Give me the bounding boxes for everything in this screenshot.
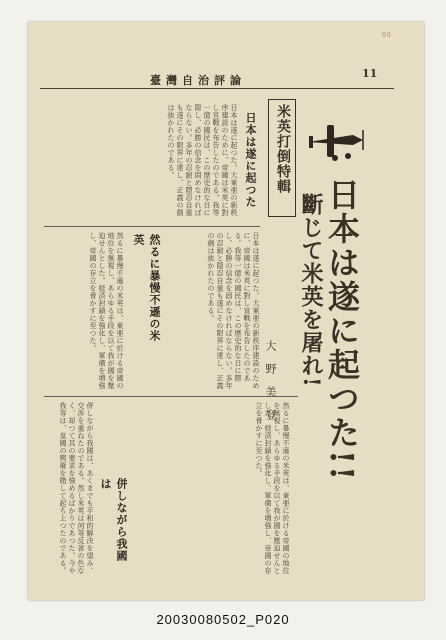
special-feature-label: 米英打倒特輯 bbox=[275, 104, 291, 194]
airplane-icon bbox=[305, 118, 369, 164]
special-feature-box bbox=[268, 99, 296, 217]
section3-heading: 併しながら我國は bbox=[99, 478, 128, 562]
section3-body: 併しながら我國は、あくまでも平和的解決を望み、交渉を重ねたのである。然し米英は何等反省の色なく、却つて其の要求を強めるばかりであつた。今や我等は、皇國の興廢を賭して起ち上つたのである。 bbox=[59, 402, 94, 575]
headline-sub: 斷じて米英を屠れ! bbox=[298, 193, 324, 388]
corner-mark: 00 bbox=[382, 32, 392, 39]
column-rule-top bbox=[44, 226, 260, 227]
page-number: 11 bbox=[362, 67, 378, 80]
section1-body: 日本は遂に起つた。大東亜の新秩序建設のために、帝國は米英に對し宣戰を布告したのである。我等一億の國民は、この歴史的な日に際し、必勝の信念を固めなければならない。多年の忍耐と隠忍自重も遂にその限界に達し、正義の劍は抜かれたのである。 bbox=[167, 104, 238, 217]
headline bbox=[300, 178, 362, 488]
section2-heading: 然るに暴慢不遜の米英 bbox=[132, 234, 161, 342]
section2-body-cont: 然るに暴慢不遜の米英は、東亜に於ける帝國の地位を無視し、あらゆる手段を以て我が國を壓迫せんとした。経済封鎖を強化し、軍備を増強し、帝國の存立を脅かすに至つた。 bbox=[255, 402, 290, 575]
section1-heading: 日本は遂に起つた bbox=[244, 112, 257, 208]
header-rule bbox=[40, 88, 394, 89]
headline-main: 日本は遂に起つた!! bbox=[323, 178, 361, 483]
column-rule-bottom bbox=[44, 396, 298, 397]
author-name: 大野美登 bbox=[264, 340, 277, 432]
section2-body-left: 然るに暴慢不遜の米英は、東亜に於ける帝國の地位を無視し、あらゆる手段を以て我が國を壓迫せんとした。経済封鎖を強化し、軍備を増強し、帝國の存立を脅かすに至つた。 bbox=[89, 232, 124, 390]
running-title: 臺灣自治評論 bbox=[150, 74, 246, 87]
section1-body-cont: 日本は遂に起つた。大東亜の新秩序建設のために、帝國は米英に對し宣戰を布告したのである。我等一億の國民は、この歴史的な日に際し、必勝の信念を固めなければならない。多年の忍耐と隠忍自重も遂にその限界に達し、正義の劍は抜かれたのである。 bbox=[207, 232, 260, 390]
archive-caption: 20030080502_P020 bbox=[156, 612, 290, 627]
